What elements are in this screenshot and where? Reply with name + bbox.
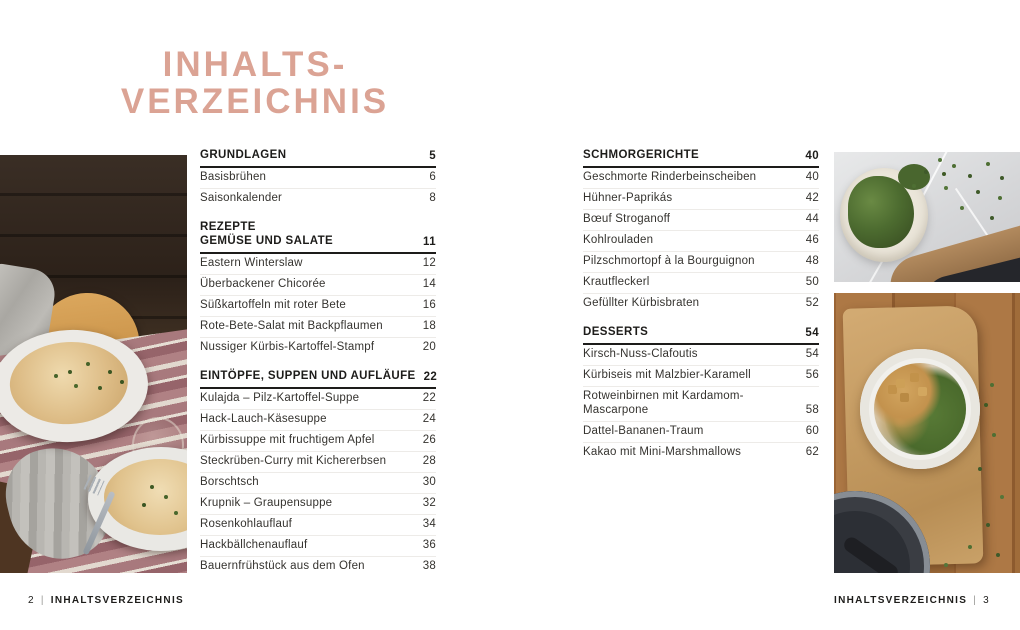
toc-column-left xyxy=(200,148,436,577)
toc-section-header xyxy=(200,220,436,254)
toc-entry-label-line: Bœuf Stroganoff xyxy=(583,213,671,225)
toc-entry xyxy=(200,410,436,431)
toc-section-heading xyxy=(200,369,416,383)
toc-entry-label-line: Hack-Lauch-Käsesuppe xyxy=(200,413,327,425)
toc-entry-label-line: Rosenkohlauflauf xyxy=(200,518,293,530)
pasta-mound-shape xyxy=(104,459,187,535)
toc-entry-page: 26 xyxy=(422,434,436,446)
toc-entry-label-line: Gefüllter Kürbisbraten xyxy=(583,297,700,309)
toc-entry-label-line: Hühner-Paprikás xyxy=(583,192,673,204)
toc-entry-label xyxy=(200,476,267,490)
parsley-spill-shape xyxy=(898,164,930,190)
footer-divider: | xyxy=(973,595,978,606)
toc-section-heading-line: REZEPTE xyxy=(200,221,256,233)
toc-section-page: 40 xyxy=(805,150,819,162)
toc-entry-label-line: Hackbällchenauflauf xyxy=(200,539,308,551)
toc-entry-label xyxy=(200,539,315,553)
toc-entry-label xyxy=(583,192,680,206)
toc-entry-label-line: Kohlrouladen xyxy=(583,234,654,246)
toc-entry-page: 52 xyxy=(805,297,819,309)
toc-entry xyxy=(200,536,436,557)
page-number-right: 3 xyxy=(983,595,990,606)
footer-right xyxy=(834,595,990,606)
toc-entry-label xyxy=(583,348,706,362)
toc-entry-label xyxy=(200,518,300,532)
herb-flecks-shape xyxy=(68,370,72,374)
toc-entry-label-line: Dattel-Bananen-Traum xyxy=(583,424,704,437)
toc-entry-page: 56 xyxy=(805,369,819,381)
toc-entry-page: 60 xyxy=(805,424,819,437)
toc-entry-label-line: Krupnik – Graupensuppe xyxy=(200,497,333,509)
toc-entry-label xyxy=(583,369,759,383)
toc-entry-label xyxy=(200,257,311,271)
page-title-line-2: VERZEICHNIS xyxy=(120,82,390,121)
toc-entry-label xyxy=(200,434,383,448)
toc-entry xyxy=(200,515,436,536)
running-header-right: INHALTSVERZEICHNIS xyxy=(833,595,968,606)
herbs-photo xyxy=(834,152,1020,282)
toc-entry-label xyxy=(583,276,658,290)
toc-entry-label xyxy=(583,425,712,439)
toc-entry-label xyxy=(583,213,678,227)
toc-entry-label-line: Eastern Winterslaw xyxy=(200,257,303,269)
toc-entry-page: 62 xyxy=(805,445,819,458)
toc-section-header xyxy=(583,148,819,168)
toc-entry-label xyxy=(583,234,661,248)
toc-entry xyxy=(583,231,819,252)
toc-section-page: 54 xyxy=(805,327,819,339)
crouton-cubes-shape xyxy=(896,379,905,388)
toc-entry-page: 32 xyxy=(422,497,436,509)
toc-entry-page: 30 xyxy=(422,476,436,488)
toc-entry-label-line: Krautfleckerl xyxy=(583,276,650,288)
toc-entry-label-line: Kulajda – Pilz-Kartoffel-Suppe xyxy=(200,392,360,404)
page-number-left: 2 xyxy=(28,595,35,606)
toc-entry-label xyxy=(200,560,373,574)
toc-entry-label xyxy=(583,390,752,417)
toc-section-heading xyxy=(200,220,333,248)
toc-entry-label xyxy=(200,341,382,355)
toc-entry-page: 12 xyxy=(422,257,436,269)
toc-entry-page: 34 xyxy=(422,518,436,530)
toc-entry-label-line: Steckrüben-Curry mit Kichererbsen xyxy=(200,455,387,467)
toc-entry xyxy=(583,366,819,387)
toc-entry xyxy=(200,389,436,410)
toc-entry xyxy=(200,168,436,189)
toc-section-heading-line: GRUNDLAGEN xyxy=(200,149,287,161)
toc-entry-page: 14 xyxy=(422,278,436,290)
toc-section-heading-line: GEMÜSE UND SALATE xyxy=(200,235,334,247)
toc-entry xyxy=(200,557,436,577)
footer-left xyxy=(28,595,184,606)
toc-entry-label-line: Süßkartoffeln mit roter Bete xyxy=(200,299,347,311)
toc-entry-label-line: Kürbissuppe mit fruchtigem Apfel xyxy=(200,434,375,446)
toc-entry-label xyxy=(200,455,394,469)
toc-entry-label-line: Basisbrühen xyxy=(200,171,267,183)
toc-section-page: 11 xyxy=(423,236,436,248)
toc-entry xyxy=(200,317,436,338)
salad-photo xyxy=(834,293,1020,573)
toc-entry-page: 36 xyxy=(422,539,436,551)
toc-entry-page: 38 xyxy=(422,560,436,572)
toc-entry xyxy=(200,296,436,317)
toc-section xyxy=(583,325,819,463)
toc-section-heading-line: DESSERTS xyxy=(583,326,649,338)
toc-section-heading xyxy=(583,325,648,339)
toc-entry-label-line: Kakao mit Mini-Marshmallows xyxy=(583,445,742,458)
page-title-line-1: INHALTS- xyxy=(162,45,348,84)
toc-entry xyxy=(200,452,436,473)
toc-entry-page: 54 xyxy=(805,348,819,360)
toc-entry-label-line: Überbackener Chicorée xyxy=(200,278,326,290)
toc-section-page: 22 xyxy=(423,371,438,383)
toc-entry-page: 58 xyxy=(805,403,819,416)
toc-entry-page: 50 xyxy=(805,276,819,288)
toc-entry-page: 20 xyxy=(422,341,436,353)
toc-entry xyxy=(583,210,819,231)
toc-entry-label-line: Geschmorte Rinderbeinscheiben xyxy=(583,171,757,183)
toc-entry-label-line: Kürbiseis mit Malzbier-Karamell xyxy=(583,369,751,381)
toc-entry-label xyxy=(200,413,335,427)
toc-entry xyxy=(200,431,436,452)
toc-entry-page: 46 xyxy=(805,234,819,246)
toc-entry-page: 48 xyxy=(805,255,819,267)
toc-section xyxy=(200,220,436,358)
toc-entry-page: 40 xyxy=(805,171,819,183)
toc-entry-page: 28 xyxy=(422,455,436,467)
toc-entry xyxy=(583,273,819,294)
toc-entry-label xyxy=(200,497,340,511)
page-title xyxy=(105,46,405,120)
herb-flecks-shape xyxy=(984,403,988,407)
toc-entry-page: 22 xyxy=(422,392,436,404)
toc-section xyxy=(583,148,819,314)
footer-divider: | xyxy=(40,595,45,606)
salad-content-shape xyxy=(874,363,966,455)
toc-entry-label xyxy=(200,192,290,206)
toc-entry-label-line: Bauernfrühstück aus dem Ofen xyxy=(200,560,365,572)
running-header-left: INHALTSVERZEICHNIS xyxy=(50,595,185,606)
toc-entry xyxy=(200,189,436,209)
pasta-photo xyxy=(0,155,187,573)
toc-entry xyxy=(583,422,819,443)
toc-entry-label xyxy=(583,171,764,185)
toc-entry xyxy=(200,254,436,275)
toc-section xyxy=(200,369,436,577)
toc-section-heading-line: SCHMORGERICHTE xyxy=(583,149,700,161)
toc-entry-page: 42 xyxy=(805,192,819,204)
toc-entry xyxy=(583,387,819,422)
toc-entry xyxy=(200,338,436,358)
toc-entry-page: 16 xyxy=(422,299,436,311)
toc-entry-label-line: Mascarpone xyxy=(583,403,649,416)
toc-entry-page: 44 xyxy=(805,213,819,225)
toc-section-header xyxy=(200,148,436,168)
toc-section-page: 5 xyxy=(429,150,436,162)
toc-entry xyxy=(200,494,436,515)
toc-section-heading-line: EINTÖPFE, SUPPEN UND AUFLÄUFE xyxy=(200,370,416,382)
toc-entry-label xyxy=(200,299,354,313)
toc-entry xyxy=(583,294,819,314)
toc-entry-label xyxy=(583,297,707,311)
toc-entry-label-line: Saisonkalender xyxy=(200,192,283,204)
toc-entry-label-line: Borschtsch xyxy=(200,476,259,488)
toc-entry-label xyxy=(200,171,274,185)
toc-entry-page: 8 xyxy=(429,192,436,204)
toc-entry xyxy=(583,443,819,463)
toc-section-heading xyxy=(583,148,699,162)
toc-section xyxy=(200,148,436,209)
toc-entry-label xyxy=(583,255,763,269)
toc-entry xyxy=(583,345,819,366)
herb-flecks-shape xyxy=(150,485,154,489)
toc-entry-label-line: Kirsch-Nuss-Clafoutis xyxy=(583,348,698,360)
toc-entry-label xyxy=(200,392,367,406)
toc-entry xyxy=(583,168,819,189)
toc-entry-page: 6 xyxy=(429,171,436,183)
herb-flecks-shape xyxy=(942,172,946,176)
toc-entry xyxy=(200,473,436,494)
toc-entry-label-line: Pilzschmortopf à la Bourguignon xyxy=(583,255,755,267)
toc-entry xyxy=(583,189,819,210)
toc-section-heading xyxy=(200,148,286,162)
toc-column-right xyxy=(583,148,819,463)
pasta-mound-shape xyxy=(8,339,130,427)
toc-entry xyxy=(583,252,819,273)
toc-entry-label xyxy=(200,320,391,334)
toc-section-header xyxy=(200,369,436,389)
toc-entry-label-line: Nussiger Kürbis-Kartoffel-Stampf xyxy=(200,341,375,353)
toc-entry-page: 18 xyxy=(422,320,436,332)
toc-entry-label-line: Rotweinbirnen mit Kardamom- xyxy=(583,390,744,402)
toc-entry-label xyxy=(583,446,749,460)
toc-entry-label-line: Rote-Bete-Salat mit Backpflaumen xyxy=(200,320,383,332)
toc-entry xyxy=(200,275,436,296)
toc-entry-label xyxy=(200,278,334,292)
toc-entry-page: 24 xyxy=(422,413,436,425)
toc-section-header xyxy=(583,325,819,345)
